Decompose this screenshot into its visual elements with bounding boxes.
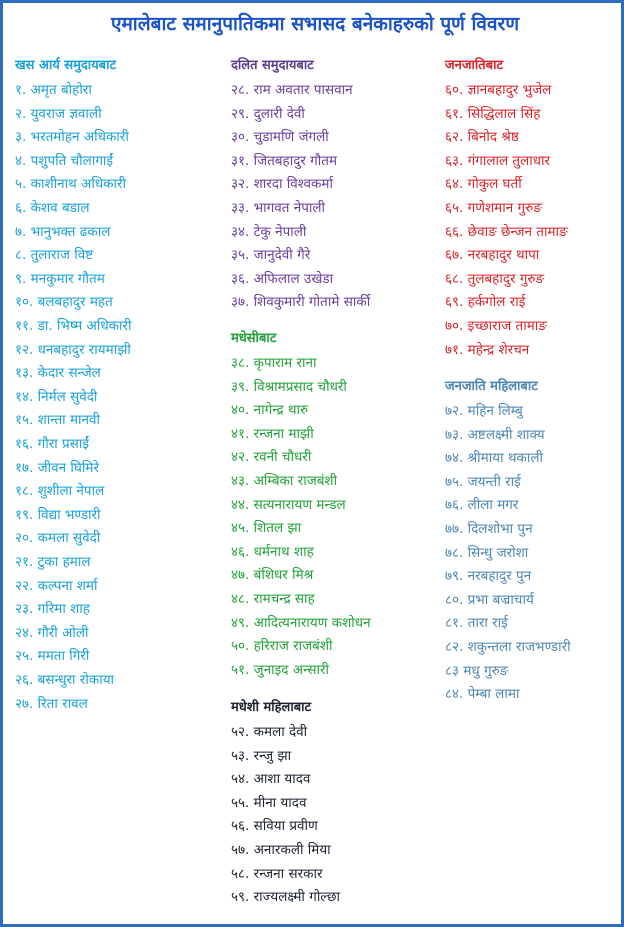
member-list-item: ६८. तुलबहादुर गुरुङ xyxy=(445,270,545,287)
member-list-item: ४५. शितल झा xyxy=(231,520,302,537)
member-list-item: २४. गौरी ओली xyxy=(15,624,89,641)
member-list-item: १८. शुशीला नेपाल xyxy=(15,483,105,500)
member-list-item: ६२. बिनोद श्रेष्ठ xyxy=(445,129,519,146)
member-list-item: २२. कल्पना शर्मा xyxy=(15,577,98,594)
member-list-item: ७३. अष्टलक्ष्मी शाक्य xyxy=(445,426,545,443)
member-list-item: २३. गरिमा शाह xyxy=(15,601,90,618)
member-list-item: ६३. गंगालाल तुलाधार xyxy=(445,152,551,169)
member-list-item: १४. निर्मल सुवेदी xyxy=(15,388,98,405)
member-list-item: ५७. अनारकली मिया xyxy=(231,842,331,858)
member-list-item: ३४. टेकु नेपाली xyxy=(231,223,307,240)
member-list-item: ५५. मीना यादव xyxy=(231,794,307,811)
section-heading: खस आर्य समुदायबाट xyxy=(15,58,117,73)
member-list-item: ३६. अफिलाल उखेडा xyxy=(231,270,334,287)
member-list-item: ४. पशुपति चौलागाईं xyxy=(15,152,114,169)
member-list-item: ८०. प्रभा बज्राचार्य xyxy=(445,591,534,608)
member-list-item: ५९. राज्यलक्ष्मी गोल्छा xyxy=(231,889,341,906)
member-list-item: ७७. दिलशोभा पुन xyxy=(445,521,533,537)
member-list-item: ९. मनकुमार गौतम xyxy=(15,270,105,287)
member-list-item: ६९. हर्कगोल राई xyxy=(445,294,526,311)
member-list-item: १६. गौरा प्रसाईं xyxy=(15,436,89,452)
member-list-item: ४९. आदित्यनारायण कशोधन xyxy=(231,614,371,631)
member-list-item: ५८. रन्जना सरकार xyxy=(231,865,323,882)
member-list-item: ११. डा. भिष्म अधिकारी xyxy=(15,318,132,334)
member-list-item: ७५. जयन्ती राई xyxy=(445,473,521,490)
member-list-item: ८. तुलाराज विष्ट xyxy=(15,247,94,264)
member-list-item: ८२. शकुन्तला राजभण्डारी xyxy=(445,639,571,655)
member-list-item: १०. बलबहादुर महत xyxy=(15,294,113,311)
member-list-item: ६. केशव बडाल xyxy=(15,200,90,216)
member-list-item: ४४. सत्यनारायण मन्डल xyxy=(231,496,346,513)
section-heading: दलित समुदायबाट xyxy=(231,58,314,73)
member-list-item: १९. विद्या भण्डारी xyxy=(15,506,101,523)
member-list-item: ६६. छेवाङ छेन्जन तामाङ xyxy=(445,223,568,240)
member-list-item: ४२. रवनी चौधरी xyxy=(231,449,312,466)
member-list-item: ५०. हरिराज राजबंशी xyxy=(231,638,333,655)
member-list-item: १२. धनबहादुर रायमाझी xyxy=(15,341,131,358)
member-list-item: ५३. रन्जु झा xyxy=(231,747,292,764)
section-heading: जनजाति महिलाबाट xyxy=(445,379,538,394)
member-list-item: २५. ममता गिरी xyxy=(15,648,90,665)
member-list-item: ७९. नरबहादुर पुन xyxy=(445,568,532,585)
member-list-item: ३८. कृपाराम राना xyxy=(231,355,317,371)
member-list-item: ३५. जानुदेवी गैरे xyxy=(231,247,311,264)
member-list-item: ४१. रन्जना माझी xyxy=(231,425,314,442)
member-list-item: ७२. महिन लिम्बु xyxy=(445,403,523,419)
member-list-item: ३९. विश्रामप्रसाद चौधरी xyxy=(231,378,347,395)
section-heading: मधेसीबाट xyxy=(231,331,277,346)
member-list-item: ५२. कमला देवी xyxy=(231,724,308,740)
member-list-item: ४०. नागेन्द्र थारु xyxy=(231,402,309,419)
member-list-item: ६०. ज्ञानबहादुर भुजेल xyxy=(445,82,552,98)
page-title: एमालेबाट समानुपातिकमा सभासद बनेकाहरुको पूर्ण विवरण xyxy=(110,13,520,35)
member-list-item: १७. जीवन घिमिरे xyxy=(15,459,99,476)
member-list-item: ६४. गोकुल घर्ती xyxy=(445,176,522,193)
member-list-item: ८४. पेम्बा लामा xyxy=(445,686,520,703)
member-list-item: १. अमृत बोहोरा xyxy=(15,82,92,98)
member-list-item: २०. कमला सुवेदी xyxy=(15,530,101,547)
section-heading: जनजातिबाट xyxy=(445,58,503,73)
member-list-item: २६. बसन्धुरा रोकाया xyxy=(15,672,115,688)
member-list-item: २१. टुका हमाल xyxy=(15,554,91,570)
member-list-item: ३१. जितबहादुर गौतम xyxy=(231,152,338,169)
member-list-item: ६५. गणेशमान गुरुङ xyxy=(445,200,542,216)
member-list-item: ७६. लीला मगर xyxy=(445,497,519,514)
member-list-item: ६१. सिद्धिलाल सिंह xyxy=(445,105,541,122)
member-list-item: १३. केदार सन्जेल xyxy=(15,365,101,382)
member-list-item: ४६. धर्मनाथ शाह xyxy=(231,543,314,560)
member-list-item: २७. रिता रावल xyxy=(15,695,88,712)
member-list-item: ८१. तारा राई xyxy=(445,615,508,632)
member-list-item: ३. भरतमोहन अधिकारी xyxy=(15,129,129,146)
member-list-item: ३२. शारदा विश्वकर्मा xyxy=(231,176,333,193)
member-list-item: २९. दुलारी देवी xyxy=(231,105,305,122)
member-list-item: ३०. चुडामणि जंगली xyxy=(231,129,329,146)
member-list-item: ४७. बंशिधर मिश्र xyxy=(231,567,314,584)
member-list-item: ७१. महेन्द्र शेरचन xyxy=(445,341,530,358)
member-list-item: ६७. नरबहादुर थापा xyxy=(445,247,540,264)
member-list-item: ४३. अम्बिका राजबंशी xyxy=(231,473,338,489)
member-list-item: ४८. रामचन्द्र साह xyxy=(231,591,315,607)
member-list-item: १५. शान्ता मानवी xyxy=(15,412,101,429)
member-list-item: ७८. सिन्धु जरोशा xyxy=(445,544,529,561)
member-list-item: ८३ मधु गुरुङ xyxy=(445,662,509,679)
member-list-item: ७४. श्रीमाया थकाली xyxy=(445,450,544,467)
member-list-item: ७०. इच्छाराज तामाङ xyxy=(445,318,547,334)
member-list-item: २. युवराज ज्ञवाली xyxy=(15,105,102,122)
member-list-item: ५. काशीनाथ अधिकारी xyxy=(15,176,127,193)
section-heading: मधेशी महिलाबाट xyxy=(231,700,312,715)
member-list-item: ५४. आशा यादव xyxy=(231,771,311,788)
member-list-item: ७. भानुभक्त ढकाल xyxy=(15,223,111,240)
member-list-item: ५१. जुनाइद अन्सारी xyxy=(231,661,330,678)
member-list-item: ५६. सविया प्रवीण xyxy=(231,818,318,835)
member-list-item: ३३. भागवत नेपाली xyxy=(231,200,326,216)
member-list-item: २८. राम अवतार पासवान xyxy=(231,82,353,98)
member-list-item: ३७. शिवकुमारी गोतामे सार्की xyxy=(231,294,371,311)
